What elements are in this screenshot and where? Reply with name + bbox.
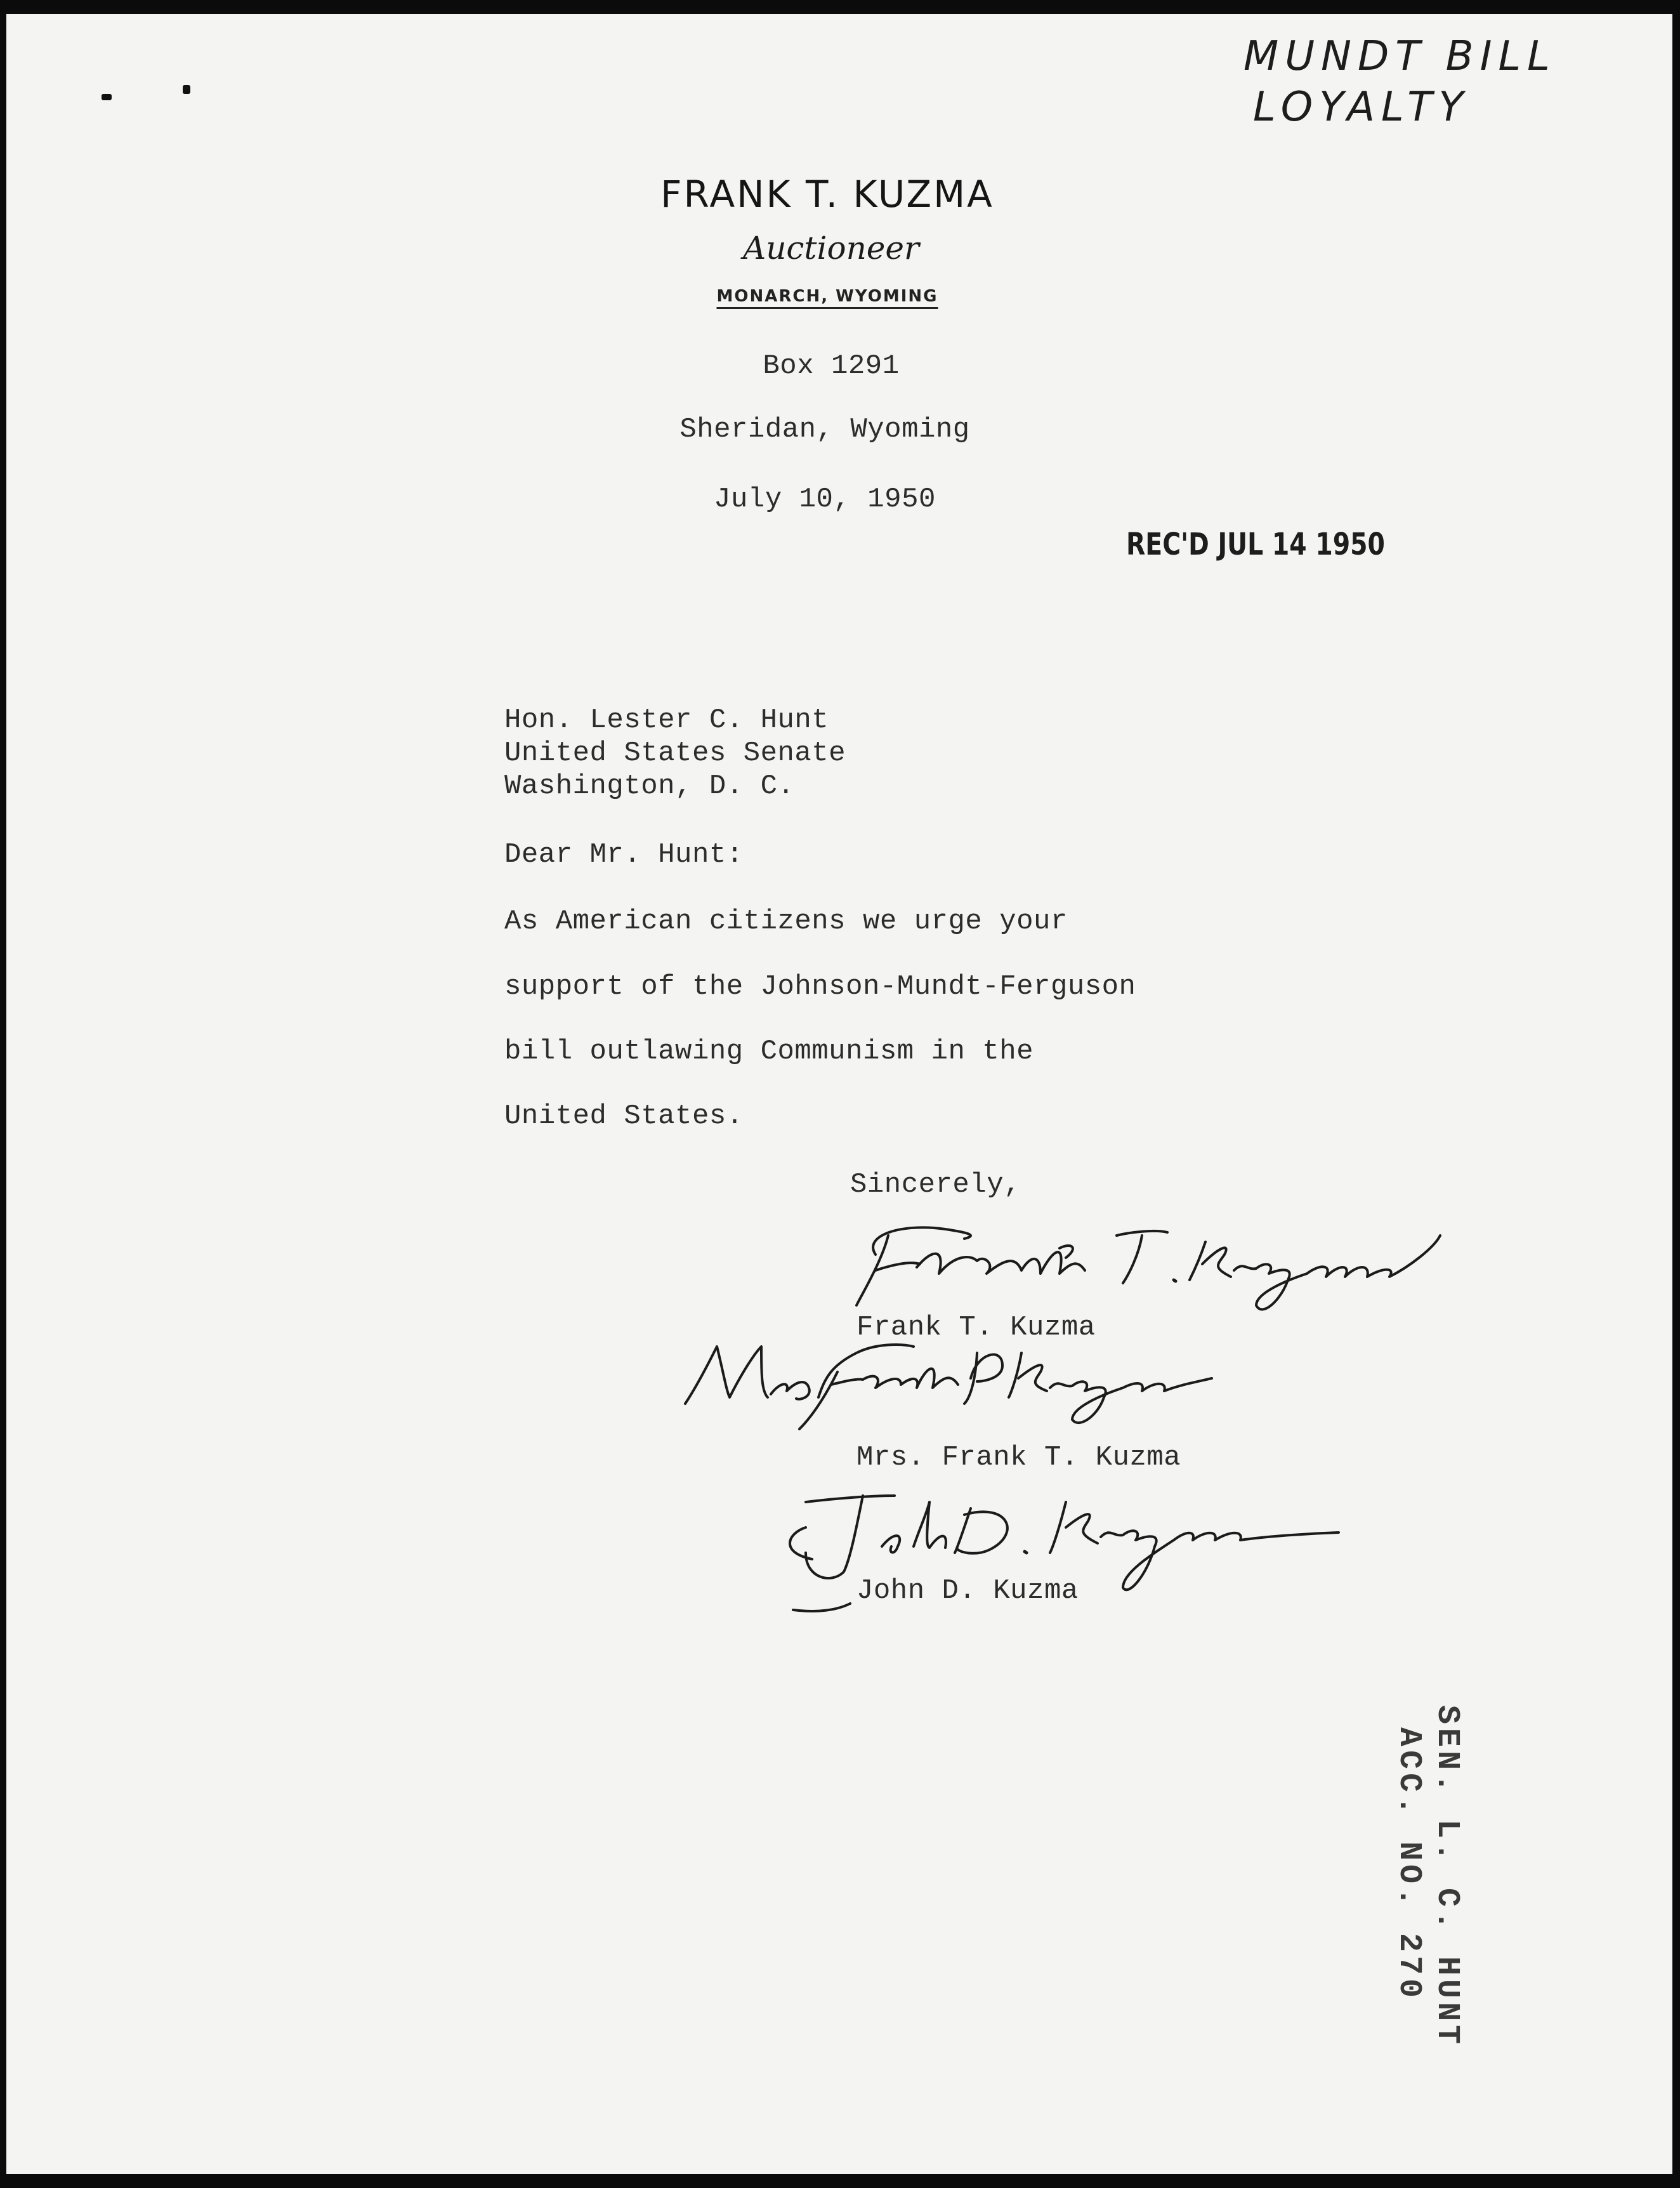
body-line: United States. [504, 1100, 744, 1132]
body-line: bill outlawing Communism in the [504, 1036, 1034, 1067]
salutation: Dear Mr. Hunt: [504, 839, 744, 871]
accession-stamp-line2: ACC. NO. 270 [1391, 1727, 1427, 2002]
closing: Sincerely, [850, 1169, 1021, 1201]
body-line: As American citizens we urge your [504, 906, 1068, 937]
sender-address-line2: Sheridan, Wyoming [679, 414, 970, 445]
body-line: support of the Johnson-Mundt-Ferguson [504, 971, 1136, 1003]
handwritten-note-line2: LOYALTY [1253, 84, 1470, 131]
signatory-typed-name: Frank T. Kuzma [856, 1312, 1096, 1343]
accession-stamp-line1: SEN. L. C. HUNT [1429, 1705, 1465, 2048]
letterhead-location: MONARCH, WYOMING [717, 287, 938, 309]
signatory-typed-name: Mrs. Frank T. Kuzma [856, 1442, 1181, 1473]
recipient-line2: United States Senate [504, 737, 846, 769]
letter-date: July 10, 1950 [714, 484, 936, 515]
recipient-line1: Hon. Lester C. Hunt [504, 704, 829, 736]
letter-page [6, 14, 1672, 2174]
handwritten-note-line1: MUNDT BILL [1244, 33, 1556, 80]
received-stamp: REC'D JUL 14 1950 [1126, 527, 1385, 562]
letterhead-name: FRANK T. KUZMA [660, 173, 994, 216]
scan-speck [183, 85, 190, 94]
letterhead-occupation: Auctioneer [743, 230, 919, 267]
sender-address-line1: Box 1291 [763, 350, 900, 382]
signature-mrs-frank-kuzma [673, 1328, 1231, 1435]
scan-speck [102, 94, 112, 100]
signatory-typed-name: John D. Kuzma [856, 1575, 1079, 1607]
recipient-line3: Washington, D. C. [504, 770, 795, 802]
